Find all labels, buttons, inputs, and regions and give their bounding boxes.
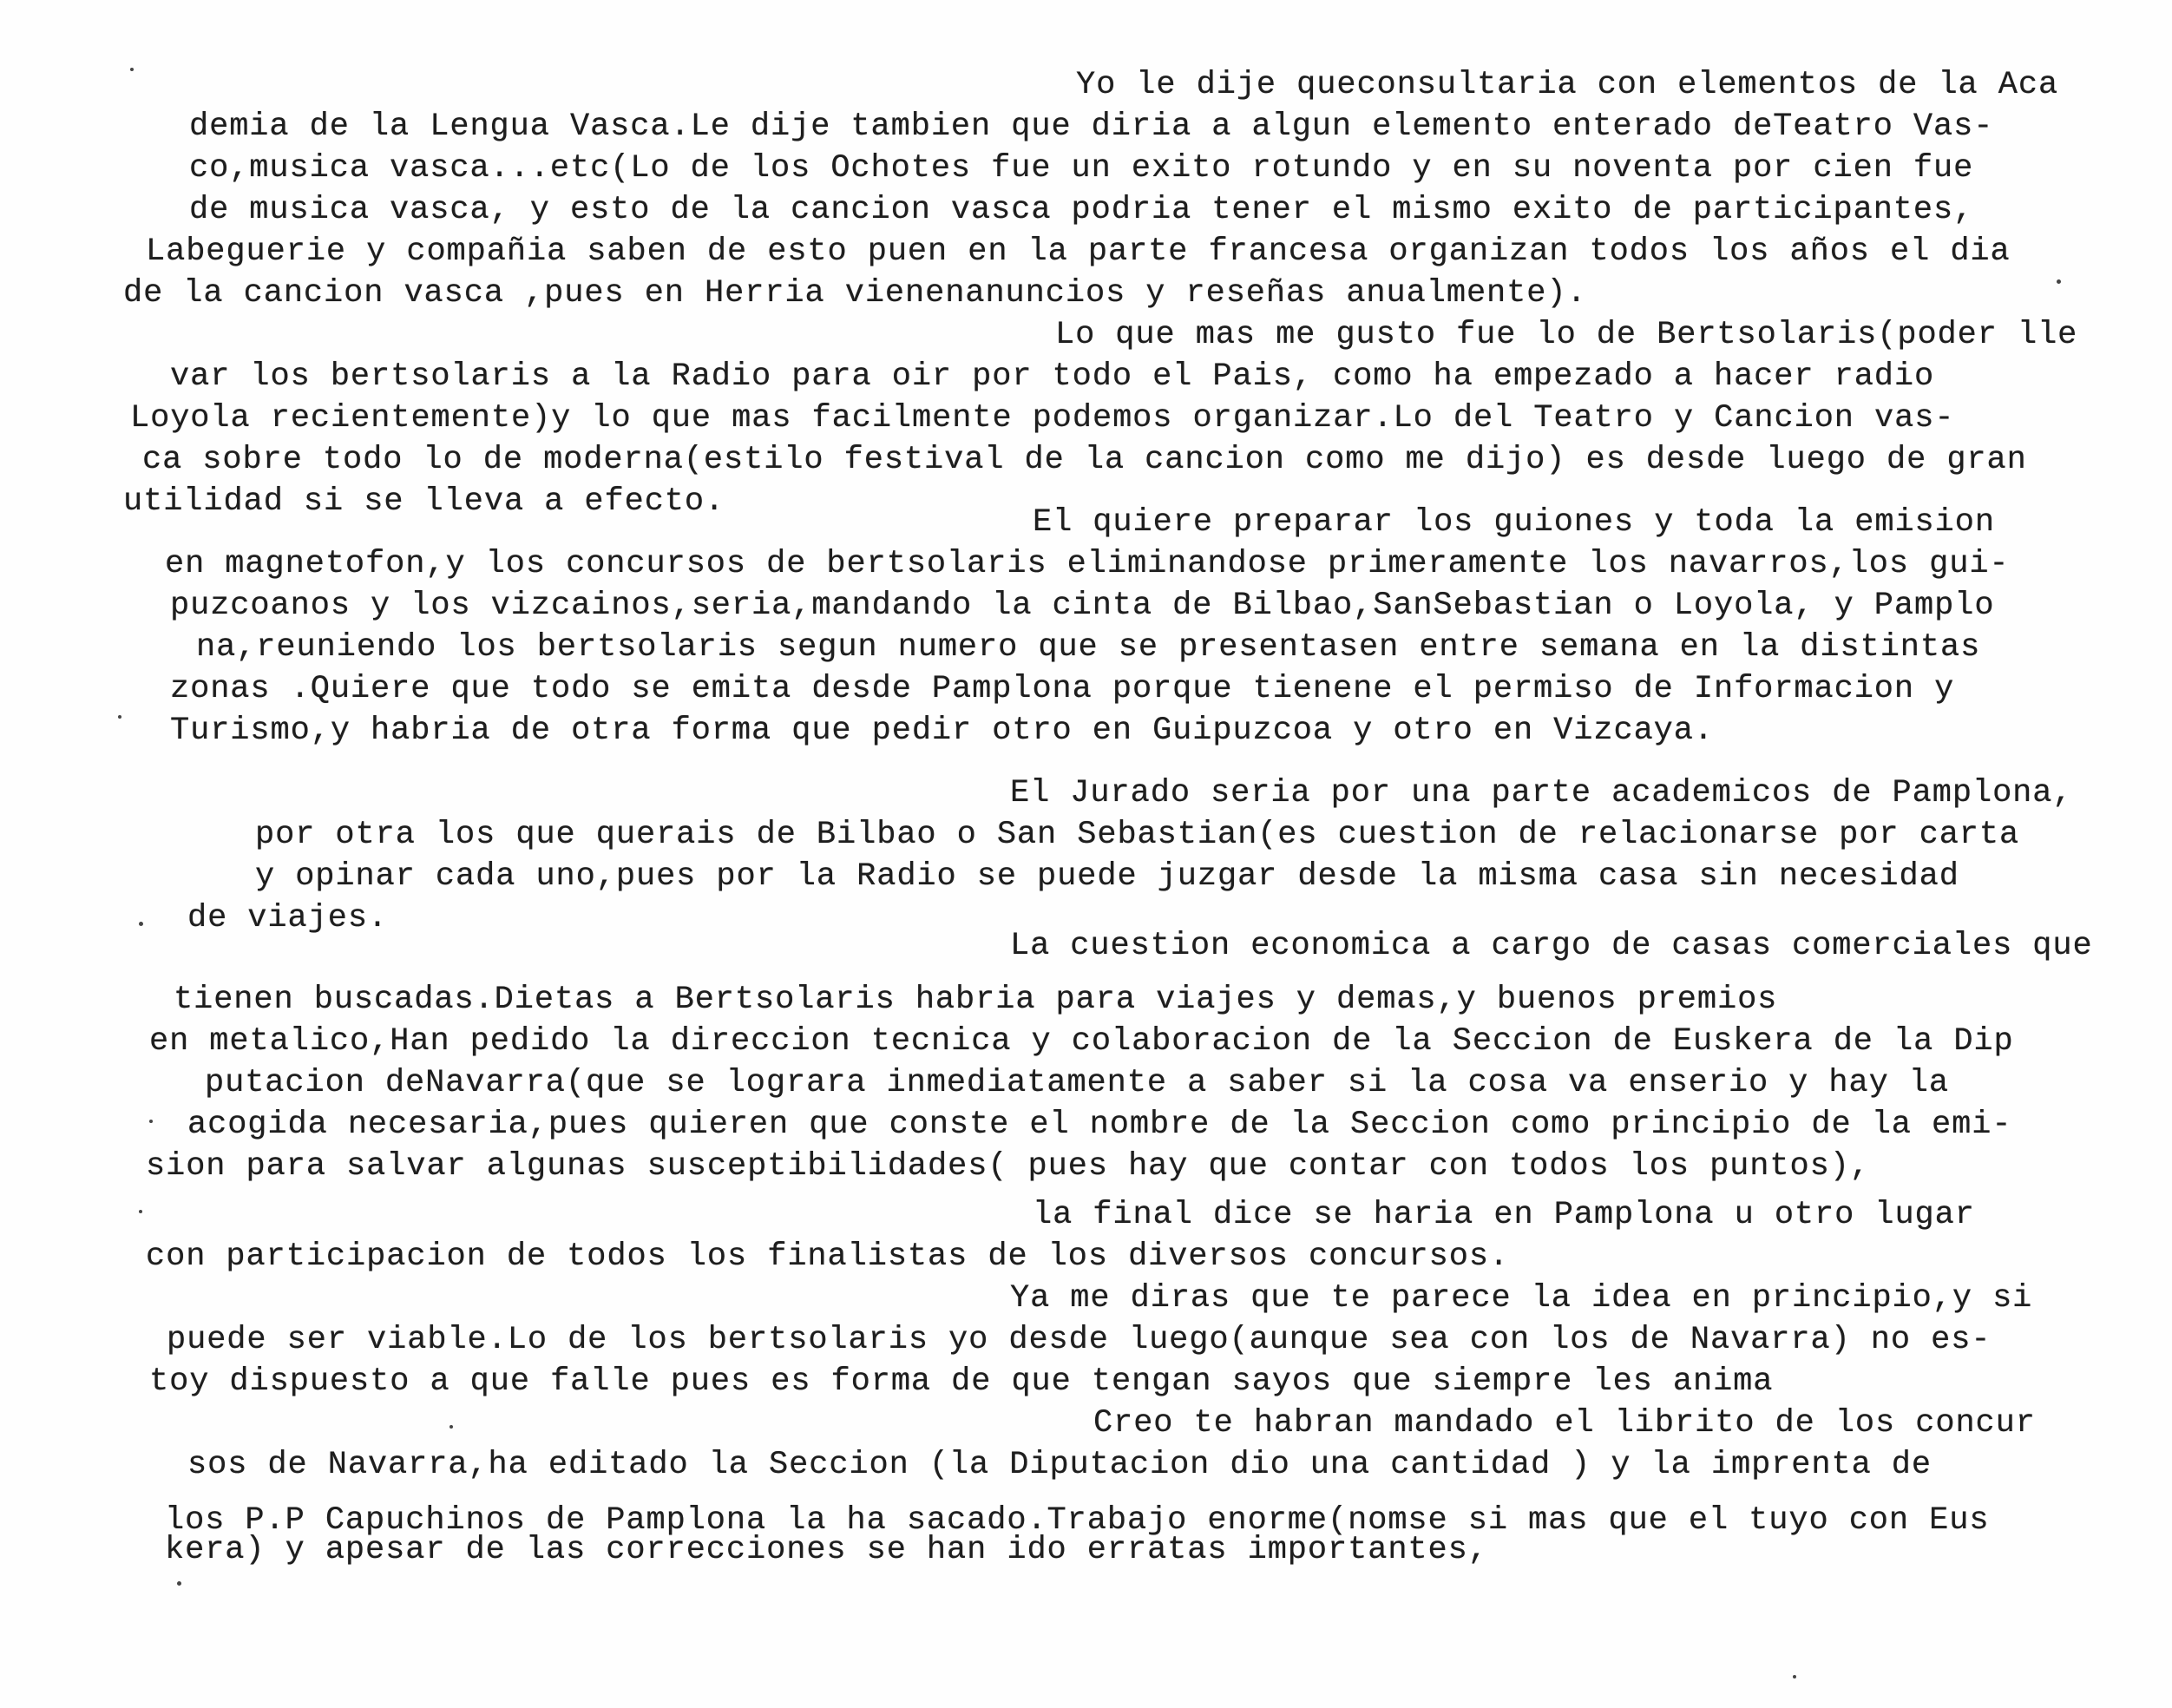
text-line: La cuestion economica a cargo de casas comerciales que (1010, 928, 2093, 964)
text-line: demia de la Lengua Vasca.Le dije tambien que diria a algun elemento enterado deTeatro Vas- (189, 108, 1994, 145)
ink-speck (139, 1210, 142, 1213)
text-line: Lo que mas me gusto fue lo de Bertsolaris(poder lle (1055, 317, 2078, 353)
text-line: zonas .Quiere que todo se emita desde Pamplona porque tienene el permiso de Informacion y (170, 671, 1955, 707)
ink-speck (177, 1581, 181, 1586)
text-line: de musica vasca, y esto de la cancion vasca podria tener el mismo exito de participantes, (189, 192, 1974, 228)
text-line: El Jurado seria por una parte academicos de Pamplona, (1010, 775, 2073, 811)
ink-speck (1793, 1675, 1796, 1678)
text-line: de la cancion vasca ,pues en Herria vienenanuncios y reseñas anualmente). (123, 275, 1587, 312)
ink-speck (139, 922, 143, 926)
text-line: co,musica vasca...etc(Lo de los Ochotes fue un exito rotundo y en su noventa por cien fue (189, 150, 1974, 187)
text-line: Labeguerie y compañia saben de esto puen en la parte francesa organizan todos los años el dia (146, 233, 2011, 270)
text-line: Ya me diras que te parece la idea en principio,y si (1010, 1280, 2033, 1317)
text-line: la final dice se haria en Pamplona u otro lugar (1033, 1197, 1975, 1233)
text-line: Creo te habran mandado el librito de los concur (1093, 1405, 2036, 1442)
ink-speck (449, 1425, 453, 1429)
text-line: y opinar cada uno,pues por la Radio se puede juzgar desde la misma casa sin necesidad (255, 858, 1959, 895)
ink-speck (2057, 279, 2061, 284)
text-line: en metalico,Han pedido la direccion tecnica y colaboracion de la Seccion de Euskera de la Dip (149, 1023, 2014, 1060)
text-line: sion para salvar algunas susceptibilidades( pues hay que contar con todos los puntos), (146, 1148, 1870, 1185)
text-line: puede ser viable.Lo de los bertsolaris yo desde luego(aunque sea con los de Navarra) no es- (167, 1322, 1992, 1358)
text-line: acogida necesaria,pues quieren que conste el nombre de la Seccion como principio de la emi- (187, 1107, 2012, 1143)
text-line: por otra los que querais de Bilbao o San Sebastian(es cuestion de relacionarse por carta (255, 817, 2020, 853)
text-line: ca sobre todo lo de moderna(estilo festival de la cancion como me dijo) es desde luego de gran (142, 442, 2027, 478)
text-line: var los bertsolaris a la Radio para oir por todo el Pais, como ha empezado a hacer radio (170, 358, 1935, 395)
text-line: El quiere preparar los guiones y toda la emision (1033, 504, 1995, 541)
text-line: putacion deNavarra(que se lograra inmediatamente a saber si la cosa va enserio y hay la (205, 1065, 1950, 1101)
text-line: de viajes. (187, 900, 389, 936)
text-line: los P.P Capuchinos de Pamplona la ha sacado.Trabajo enorme(nomse si mas que el tuyo con Eus (165, 1502, 1990, 1539)
text-line: kera) y apesar de las correcciones se han ido erratas importantes, (165, 1532, 1488, 1568)
text-line: en magnetofon,y los concursos de bertsolaris eliminandose primeramente los navarros,los gui- (165, 546, 2010, 582)
text-line: toy dispuesto a que falle pues es forma de que tengan sayos que siempre les anima (149, 1363, 1774, 1400)
text-line: con participacion de todos los finalistas de los diversos concursos. (146, 1238, 1510, 1275)
ink-speck (130, 68, 134, 71)
text-line: Loyola recientemente)y lo que mas facilmente podemos organizar.Lo del Teatro y Cancion vas- (130, 400, 1955, 437)
ink-speck (118, 715, 121, 719)
ink-speck (149, 1120, 153, 1123)
text-line: Turismo,y habria de otra forma que pedir otro en Guipuzcoa y otro en Vizcaya. (170, 713, 1714, 749)
text-line: sos de Navarra,ha editado la Seccion (la Diputacion dio una cantidad ) y la imprenta de (187, 1447, 1932, 1483)
text-line: na,reuniendo los bertsolaris segun numero que se presentasen entre semana en la distintas (196, 629, 1981, 666)
text-line: Yo le dije queconsultaria con elementos de la Aca (1076, 67, 2059, 103)
text-line: utilidad si se lleva a efecto. (123, 483, 725, 520)
text-line: puzcoanos y los vizcainos,seria,mandando la cinta de Bilbao,SanSebastian o Loyola, y Pamplo (170, 588, 1995, 624)
text-line: tienen buscadas.Dietas a Bertsolaris habria para viajes y demas,y buenos premios (174, 982, 1778, 1018)
